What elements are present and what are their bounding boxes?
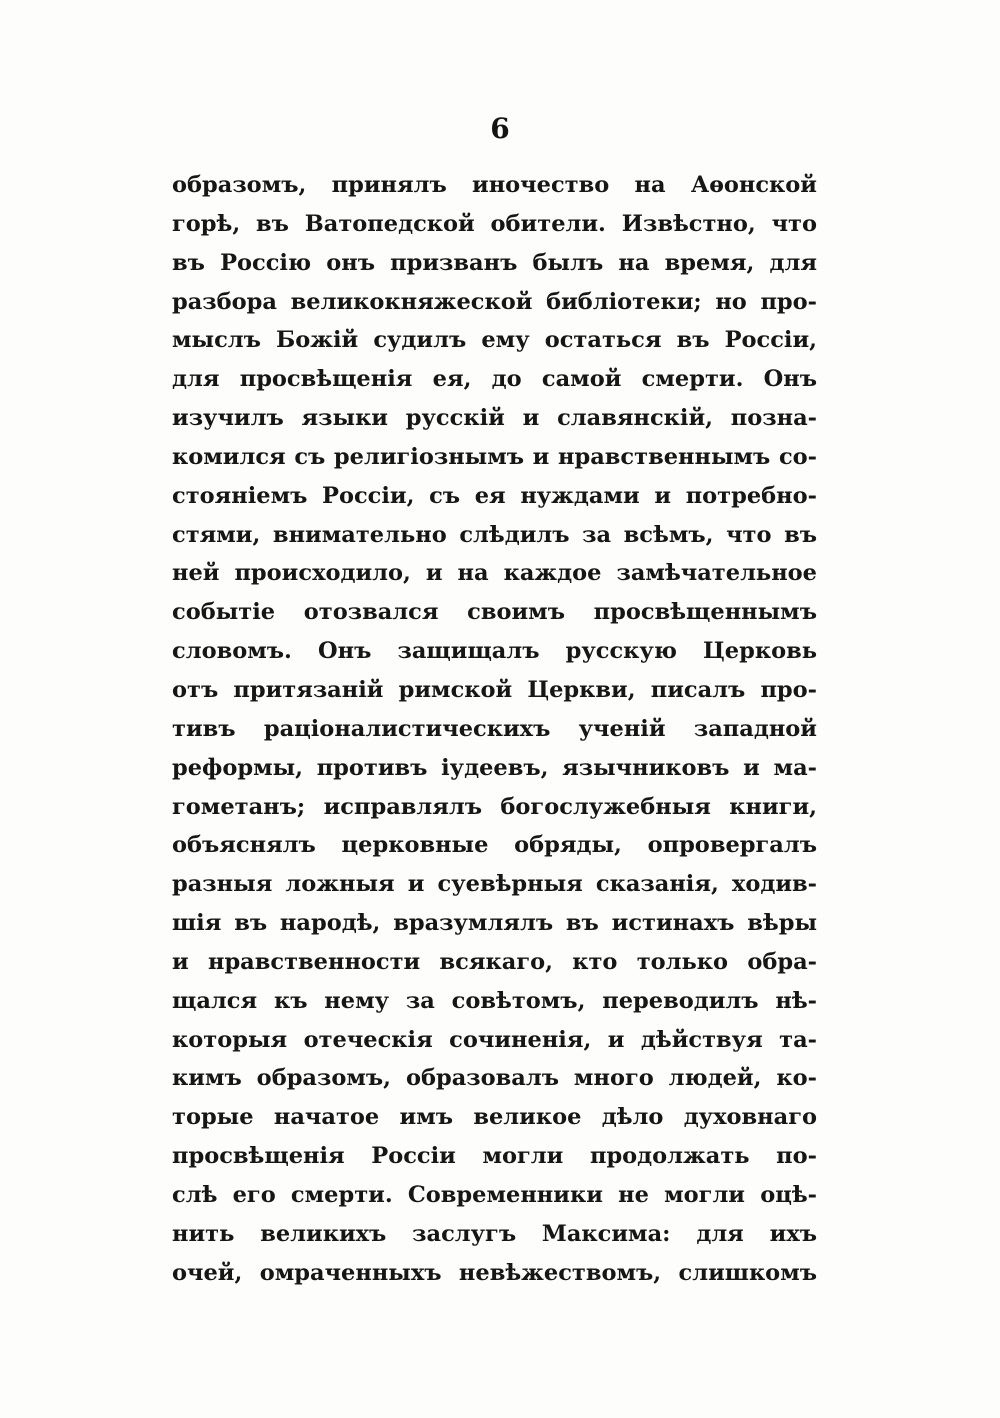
text-line: и нравственности всякаго, кто только обра- [172, 948, 817, 975]
text-line: стояніемъ Россіи, съ ея нуждами и потребно- [172, 482, 817, 509]
text-line: гометанъ; исправлялъ богослужебныя книги, [172, 793, 817, 820]
text-line: кимъ образомъ, образовалъ много людей, ко- [172, 1065, 817, 1092]
text-line: стями, внимательно слѣдилъ за всѣмъ, что въ [172, 521, 817, 548]
text-line: въ Россію онъ призванъ былъ на время, для [172, 249, 817, 276]
page-number: 6 [490, 112, 510, 145]
text-line: отъ притязаній римской Церкви, писалъ про- [172, 676, 817, 703]
text-line: торые начатое имъ великое дѣло духовнаго [172, 1104, 817, 1131]
text-line: объяснялъ церковные обряды, опровергалъ [172, 832, 817, 859]
text-line: образомъ, принялъ иночество на Аѳонской [172, 172, 817, 198]
text-line: мыслъ Божій судилъ ему остаться въ Россіи, [172, 327, 817, 354]
text-line: горѣ, въ Ватопедской обители. Извѣстно, что [172, 210, 817, 237]
text-line: разбора великокняжеской библіотеки; но про- [172, 288, 817, 315]
text-line: которыя отеческія сочиненія, и дѣйствуя та- [172, 1026, 817, 1053]
text-line: щался къ нему за совѣтомъ, переводилъ нѣ- [172, 987, 817, 1014]
body-text [172, 166, 817, 1292]
text-line: нить великихъ заслугъ Максима: для ихъ [172, 1220, 817, 1247]
text-line: тивъ раціоналистическихъ ученій западной [172, 715, 817, 742]
text-line: просвѣщенія Россіи могли продолжать по- [172, 1143, 817, 1170]
text-line: событіе отозвался своимъ просвѣщеннымъ [172, 599, 817, 626]
text-line: ней происходило, и на каждое замѣчательное [172, 560, 817, 587]
text-line: изучилъ языки русскій и славянскій, позна- [172, 405, 817, 432]
text-line: комился съ религіознымъ и нравственнымъ со- [172, 443, 817, 470]
text-line: шія въ народѣ, вразумлялъ въ истинахъ вѣры [172, 910, 817, 937]
text-line: реформы, противъ іудеевъ, язычниковъ и ма- [172, 754, 817, 781]
text-line: словомъ. Онъ защищалъ русскую Церковь [172, 638, 817, 665]
text-line: разныя ложныя и суевѣрныя сказанія, ходив- [172, 871, 817, 898]
text-line: для просвѣщенія ея, до самой смерти. Онъ [172, 366, 817, 393]
text-line: слѣ его смерти. Современники не могли оцѣ- [172, 1181, 817, 1208]
text-line: очей, омраченныхъ невѣжествомъ, слишкомъ [172, 1259, 817, 1286]
